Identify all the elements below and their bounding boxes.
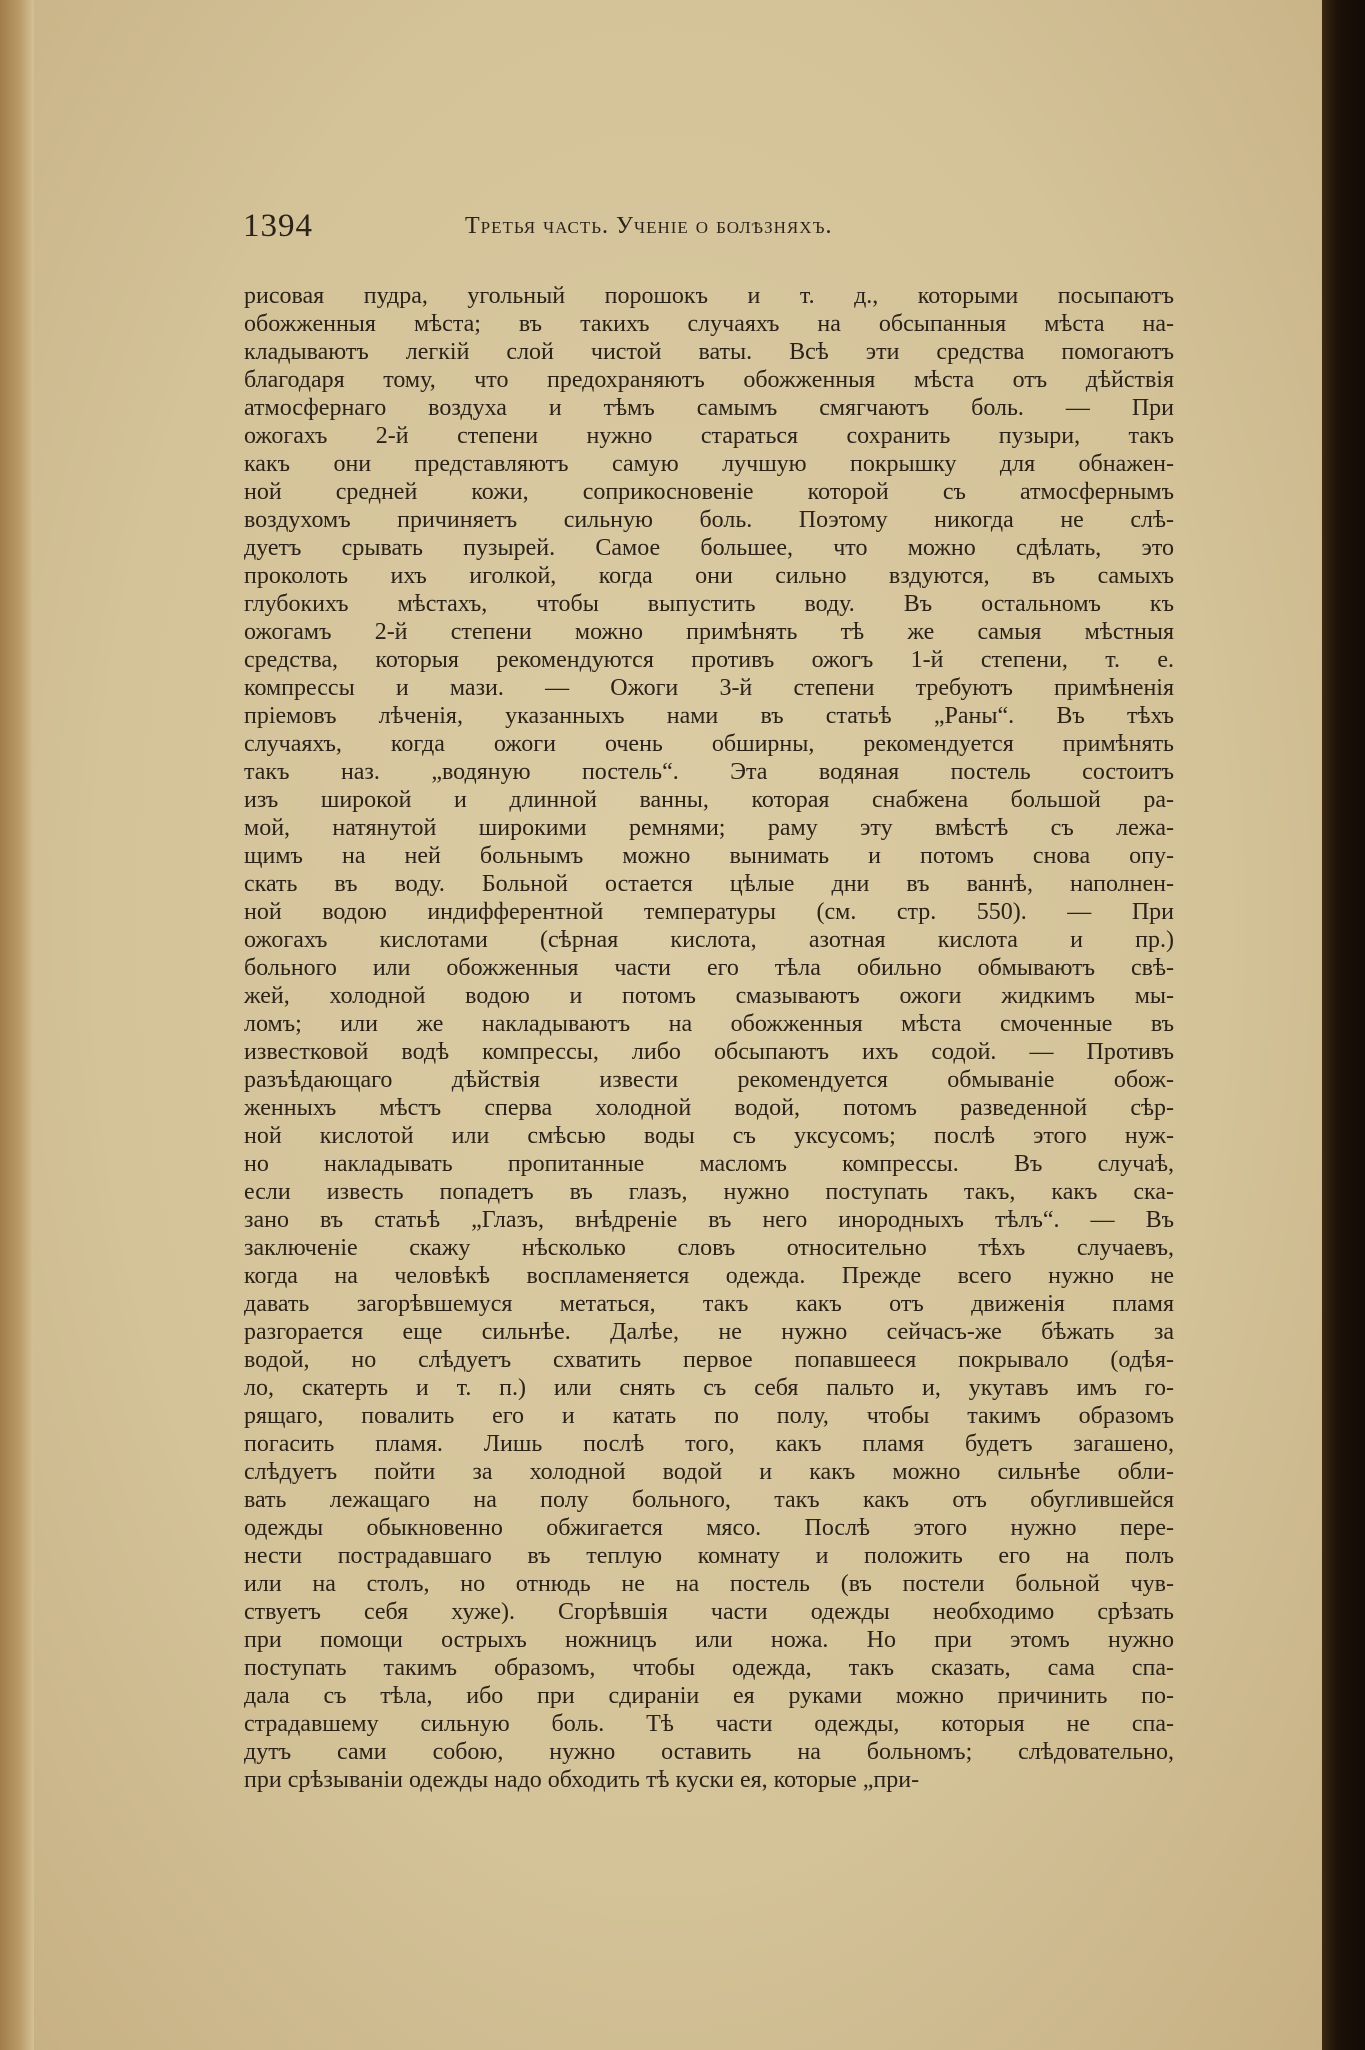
text-line: женныхъ мѣстъ сперва холодной водой, потомъ разведенной сѣр- [244,1095,1174,1121]
text-line: одежды обыкновенно обжигается мясо. Послѣ этого нужно пере- [244,1515,1174,1541]
page-header [243,208,1203,248]
text-line: кладываютъ легкій слой чистой ваты. Всѣ эти средства помогаютъ [244,339,1174,365]
text-line: заключеніе скажу нѣсколько словъ относительно тѣхъ случаевъ, [244,1235,1174,1261]
text-line: ствуетъ себя хуже). Сгорѣвшія части одежды необходимо срѣзать [244,1599,1174,1625]
text-line: зано въ статьѣ „Глазъ, внѣдреніе въ него инородныхъ тѣлъ“. — Въ [244,1207,1174,1233]
text-line: ожогахъ кислотами (сѣрная кислота, азотная кислота и пр.) [244,927,1174,953]
text-line: известковой водѣ компрессы, либо обсыпаютъ ихъ содой. — Противъ [244,1039,1174,1065]
text-line: давать загорѣвшемуся метаться, такъ какъ отъ движенія пламя [244,1291,1174,1317]
text-line: поступать такимъ образомъ, чтобы одежда, такъ сказать, сама спа- [244,1655,1174,1681]
text-line: ло, скатерть и т. п.) или снять съ себя пальто и, укутавъ имъ го- [244,1375,1174,1401]
text-line: дала съ тѣла, ибо при сдираніи ея руками можно причинить по- [244,1683,1174,1709]
text-line: рящаго, повалить его и катать по полу, чтобы такимъ образомъ [244,1403,1174,1429]
running-title: Третья часть. Ученіе о болѣзняхъ. [465,213,833,239]
body-text [244,282,1174,1794]
text-line: вать лежащаго на полу больного, такъ какъ отъ обуглившейся [244,1487,1174,1513]
text-line: ожогамъ 2-й степени можно примѣнять тѣ же самыя мѣстныя [244,619,1174,645]
text-line: какъ они представляютъ самую лучшую покрышку для обнажен- [244,451,1174,477]
text-line: ожогахъ 2-й степени нужно стараться сохранить пузыри, такъ [244,423,1174,449]
text-line: ломъ; или же накладываютъ на обожженныя мѣста смоченные въ [244,1011,1174,1037]
text-line: ной водою индифферентной температуры (см. стр. 550). — При [244,899,1174,925]
text-line: ной кислотой или смѣсью воды съ уксусомъ; послѣ этого нуж- [244,1123,1174,1149]
text-line: когда на человѣкѣ воспламеняется одежда. Прежде всего нужно не [244,1263,1174,1289]
text-line: слѣдуетъ пойти за холодной водой и какъ можно сильнѣе обли- [244,1459,1174,1485]
text-line: атмосфернаго воздуха и тѣмъ самымъ смягчаютъ боль. — При [244,395,1174,421]
text-line: водой, но слѣдуетъ схватить первое попавшееся покрывало (одѣя- [244,1347,1174,1373]
text-line: обожженныя мѣста; въ такихъ случаяхъ на обсыпанныя мѣста на- [244,311,1174,337]
text-line: случаяхъ, когда ожоги очень обширны, рекомендуется примѣнять [244,731,1174,757]
text-line: нести пострадавшаго въ теплую комнату и положить его на полъ [244,1543,1174,1569]
text-line: или на столъ, но отнюдь не на постель (въ постели больной чув- [244,1571,1174,1597]
text-line: щимъ на ней больнымъ можно вынимать и потомъ снова опу- [244,843,1174,869]
text-line: рисовая пудра, угольный порошокъ и т. д., которыми посыпаютъ [244,283,1174,309]
text-line: при срѣзываніи одежды надо обходить тѣ куски ея, которые „при- [244,1767,920,1793]
text-line: воздухомъ причиняетъ сильную боль. Поэтому никогда не слѣ- [244,507,1174,533]
text-line: глубокихъ мѣстахъ, чтобы выпустить воду. Въ остальномъ къ [244,591,1174,617]
text-line: разъѣдающаго дѣйствія извести рекомендуется обмываніе обож- [244,1067,1174,1093]
book-edge [1322,0,1365,2050]
text-line: пріемовъ лѣченія, указанныхъ нами въ статьѣ „Раны“. Въ тѣхъ [244,703,1174,729]
text-line: погасить пламя. Лишь послѣ того, какъ пламя будетъ загашено, [244,1431,1174,1457]
text-line: компрессы и мази. — Ожоги 3-й степени требуютъ примѣненія [244,675,1174,701]
text-line: при помощи острыхъ ножницъ или ножа. Но при этомъ нужно [244,1627,1174,1653]
text-line: больного или обожженныя части его тѣла обильно обмываютъ свѣ- [244,955,1174,981]
text-line: мой, натянутой широкими ремнями; раму эту вмѣстѣ съ лежа- [244,815,1174,841]
text-line: разгорается еще сильнѣе. Далѣе, не нужно сейчасъ-же бѣжать за [244,1319,1174,1345]
text-line: благодаря тому, что предохраняютъ обожженныя мѣста отъ дѣйствія [244,367,1174,393]
text-line: но накладывать пропитанные масломъ компрессы. Въ случаѣ, [244,1151,1174,1177]
text-line: дуетъ срывать пузырей. Самое большее, что можно сдѣлать, это [244,535,1174,561]
text-line: проколоть ихъ иголкой, когда они сильно вздуются, въ самыхъ [244,563,1174,589]
text-line: жей, холодной водою и потомъ смазываютъ ожоги жидкимъ мы- [244,983,1174,1009]
page-number: 1394 [243,208,313,244]
text-line: скать въ воду. Больной остается цѣлые дни въ ваннѣ, наполнен- [244,871,1174,897]
text-line: ной средней кожи, соприкосновеніе которой съ атмосфернымъ [244,479,1174,505]
text-line: если известь попадетъ въ глазъ, нужно поступать такъ, какъ ска- [244,1179,1174,1205]
page-gutter [0,0,34,2050]
text-line: страдавшему сильную боль. Тѣ части одежды, которыя не спа- [244,1711,1174,1737]
text-line: такъ наз. „водяную постель“. Эта водяная постель состоитъ [244,759,1174,785]
text-line: средства, которыя рекомендуются противъ ожогъ 1-й степени, т. е. [244,647,1174,673]
text-line: изъ широкой и длинной ванны, которая снабжена большой ра- [244,787,1174,813]
text-line: дутъ сами собою, нужно оставить на больномъ; слѣдовательно, [244,1739,1174,1765]
